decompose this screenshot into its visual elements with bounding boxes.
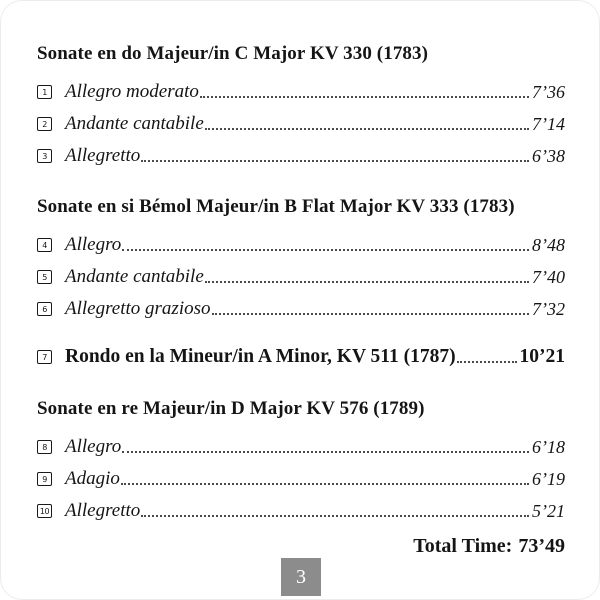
track-number-box: 8 [37,440,52,454]
track-title: Allegretto [65,500,141,521]
track-title: Allegretto [65,145,141,166]
dot-leader [141,515,529,517]
track-time: 7’40 [532,266,565,287]
dot-leader [122,451,529,453]
dot-leader [122,249,529,251]
track-title: Allegro moderato [65,81,199,102]
track-time: 6’19 [532,468,565,489]
track-time: 5’21 [532,500,565,521]
total-time-label: Total Time: [413,535,513,557]
track-time: 7’32 [532,298,565,319]
track-number-box: 7 [37,350,52,364]
track-number-box: 4 [37,238,52,252]
track-row [37,108,565,140]
track-number-box: 2 [37,117,52,131]
section-heading: Sonate en re Majeur/in D Major KV 576 (1789) [37,398,425,419]
total-time-row [37,535,565,558]
page-number-badge: 3 [281,558,321,596]
track-number-box: 9 [37,472,52,486]
dot-leader [212,313,530,315]
track-title: Allegro [65,234,122,255]
track-row [37,76,565,108]
track-time: 6’38 [532,145,565,166]
track-number-box: 3 [37,149,52,163]
track-row [37,495,565,527]
section-heading: Sonate en do Majeur/in C Major KV 330 (1783) [37,43,429,64]
dot-leader [205,281,529,283]
track-title: Allegretto grazioso [65,298,211,319]
track-row-rondo-kv511 [37,340,565,374]
track-number-box: 5 [37,270,52,284]
track-title: Rondo en la Mineur/in A Minor, KV 511 (1787) [65,346,456,367]
track-row [37,140,565,172]
track-row [37,261,565,293]
dot-leader [141,160,529,162]
track-title: Adagio [65,468,120,489]
track-row [37,463,565,495]
track-row [37,293,565,325]
dot-leader [205,128,529,130]
sonata-section-kv576 [37,396,565,527]
track-time: 6’18 [532,436,565,457]
dot-leader [200,96,529,98]
track-number-box: 10 [37,504,52,518]
track-number-box: 6 [37,302,52,316]
sonata-section-kv333 [37,194,565,325]
sonata-section-kv330 [37,41,565,172]
total-time-value: 73’49 [518,535,565,557]
track-time: 7’36 [532,81,565,102]
dot-leader [121,483,529,485]
track-time: 10’21 [519,346,565,367]
track-time: 8’48 [532,234,565,255]
track-title: Andante cantabile [65,113,204,134]
track-title: Allegro [65,436,122,457]
track-number-box: 1 [37,85,52,99]
track-row [37,229,565,261]
track-title: Andante cantabile [65,266,204,287]
dot-leader [457,361,517,363]
section-heading: Sonate en si Bémol Majeur/in B Flat Major KV 333 (1783) [37,196,515,217]
track-time: 7’14 [532,113,565,134]
track-row [37,431,565,463]
